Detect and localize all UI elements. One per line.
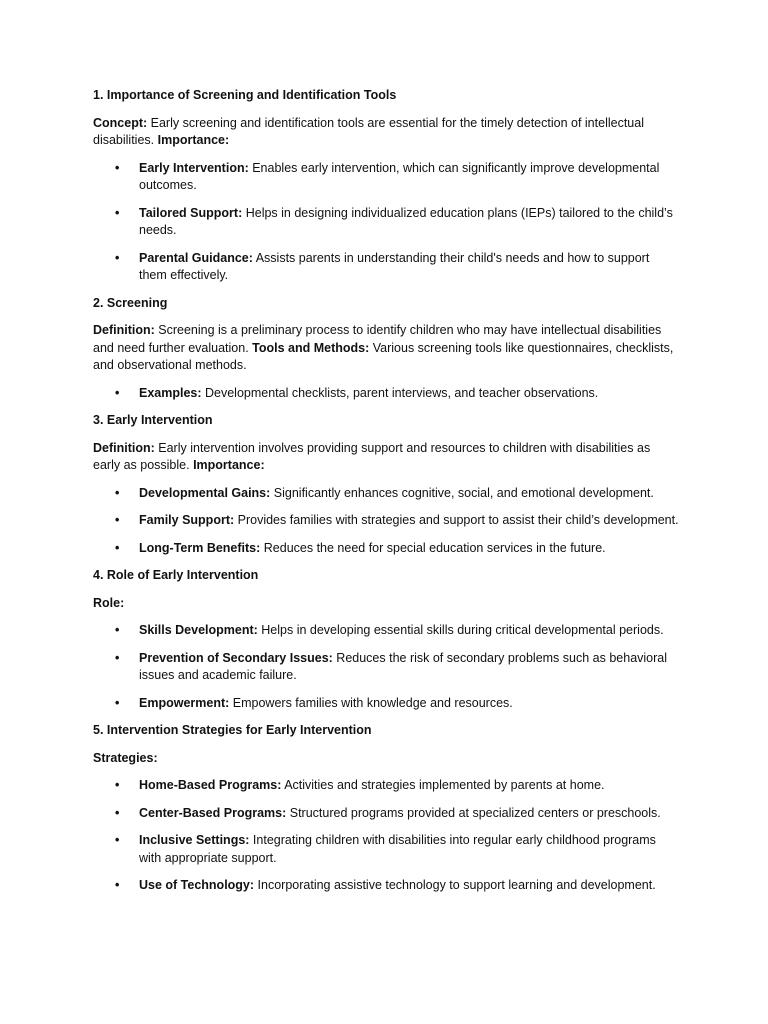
bullet-text: Enables early intervention, which can significantly improve developmental outcomes. xyxy=(139,160,660,192)
bullet-label: Family Support: xyxy=(139,513,235,527)
bullet-text: Structured programs provided at specialized centers or preschools. xyxy=(286,805,661,820)
bullet-text: Activities and strategies implemented by parents at home. xyxy=(281,778,605,792)
bullet-item xyxy=(93,777,680,795)
bullet-label: Skills Development: xyxy=(139,623,258,637)
bullet-list xyxy=(93,622,680,712)
bullet-text: Significantly enhances cognitive, social, and emotional development. xyxy=(270,485,654,500)
bullet-item xyxy=(93,832,680,867)
bullet-item xyxy=(93,385,680,403)
bullet-text: Reduces the need for special education services in the future. xyxy=(260,540,606,555)
bullet-label: Tailored Support: xyxy=(139,205,243,220)
section-heading: 4. Role of Early Intervention xyxy=(93,568,259,582)
bullet-label: Inclusive Settings: xyxy=(139,833,250,847)
section-heading: 5. Intervention Strategies for Early Intervention xyxy=(93,723,372,737)
paragraph-term: Importance: xyxy=(193,458,265,472)
bullet-text: Helps in designing individualized education plans (IEPs) tailored to the child’s needs. xyxy=(139,205,673,237)
bullet-text: Integrating children with disabilities into regular early childhood programs with appropriate support. xyxy=(139,833,656,865)
bullet-label: Empowerment: xyxy=(139,695,230,710)
paragraph-text: Early screening and identification tools are essential for the timely detection of intellectual disabilities. xyxy=(93,115,644,147)
section-paragraph xyxy=(93,750,680,768)
bullet-item xyxy=(93,695,680,713)
section-paragraph xyxy=(93,440,680,475)
bullet-label: Home-Based Programs: xyxy=(139,778,282,792)
bullet-text: Incorporating assistive technology to support learning and development. xyxy=(254,878,656,892)
bullet-item xyxy=(93,650,680,685)
paragraph-term: Concept: xyxy=(93,115,148,130)
section-paragraph xyxy=(93,595,680,613)
bullet-label: Use of Technology: xyxy=(139,878,255,892)
section-heading: 2. Screening xyxy=(93,295,168,310)
bullet-label: Examples: xyxy=(139,385,202,400)
bullet-item xyxy=(93,512,680,530)
bullet-text: Assists parents in understanding their child's needs and how to support them effectively. xyxy=(139,250,650,282)
bullet-text: Empowers families with knowledge and resources. xyxy=(229,695,513,710)
document-body xyxy=(93,87,680,895)
section-heading: 1. Importance of Screening and Identification Tools xyxy=(93,88,397,102)
paragraph-term: Definition: xyxy=(93,440,155,455)
paragraph-text: Early intervention involves providing support and resources to children with disabilities as early as possible. xyxy=(93,440,651,472)
bullet-list xyxy=(93,485,680,558)
bullet-label: Developmental Gains: xyxy=(139,485,271,500)
paragraph-text: Screening is a preliminary process to identify children who may have intellectual disabilities and need further evaluation. xyxy=(93,323,662,355)
bullet-label: Early Intervention: xyxy=(139,160,249,175)
bullet-text: Helps in developing essential skills during critical developmental periods. xyxy=(257,623,664,637)
section-paragraph xyxy=(93,115,680,150)
paragraph-text: Various screening tools like questionnaires, checklists, and observational methods. xyxy=(93,340,674,372)
bullet-label: Parental Guidance: xyxy=(139,250,253,265)
bullet-item xyxy=(93,877,680,895)
paragraph-term: Role: xyxy=(93,595,125,610)
bullet-item xyxy=(93,205,680,240)
bullet-label: Long-Term Benefits: xyxy=(139,540,261,555)
bullet-list xyxy=(93,777,680,895)
bullet-item xyxy=(93,805,680,823)
bullet-list xyxy=(93,385,680,403)
bullet-item xyxy=(93,540,680,558)
bullet-item xyxy=(93,250,680,285)
bullet-label: Prevention of Secondary Issues: xyxy=(139,650,333,665)
paragraph-term: Definition: xyxy=(93,323,155,337)
bullet-item xyxy=(93,160,680,195)
bullet-text: Developmental checklists, parent interviews, and teacher observations. xyxy=(201,385,599,400)
section-heading: 3. Early Intervention xyxy=(93,413,213,427)
bullet-text: Reduces the risk of secondary problems such as behavioral issues and academic failure. xyxy=(139,650,668,682)
bullet-list xyxy=(93,160,680,285)
paragraph-term: Tools and Methods: xyxy=(252,340,370,355)
bullet-item xyxy=(93,622,680,640)
bullet-item xyxy=(93,485,680,503)
paragraph-term: Strategies: xyxy=(93,750,158,765)
section-paragraph xyxy=(93,322,680,375)
bullet-label: Center-Based Programs: xyxy=(139,805,287,820)
paragraph-term: Importance: xyxy=(157,133,230,147)
bullet-text: Provides families with strategies and support to assist their child’s development. xyxy=(234,513,679,527)
